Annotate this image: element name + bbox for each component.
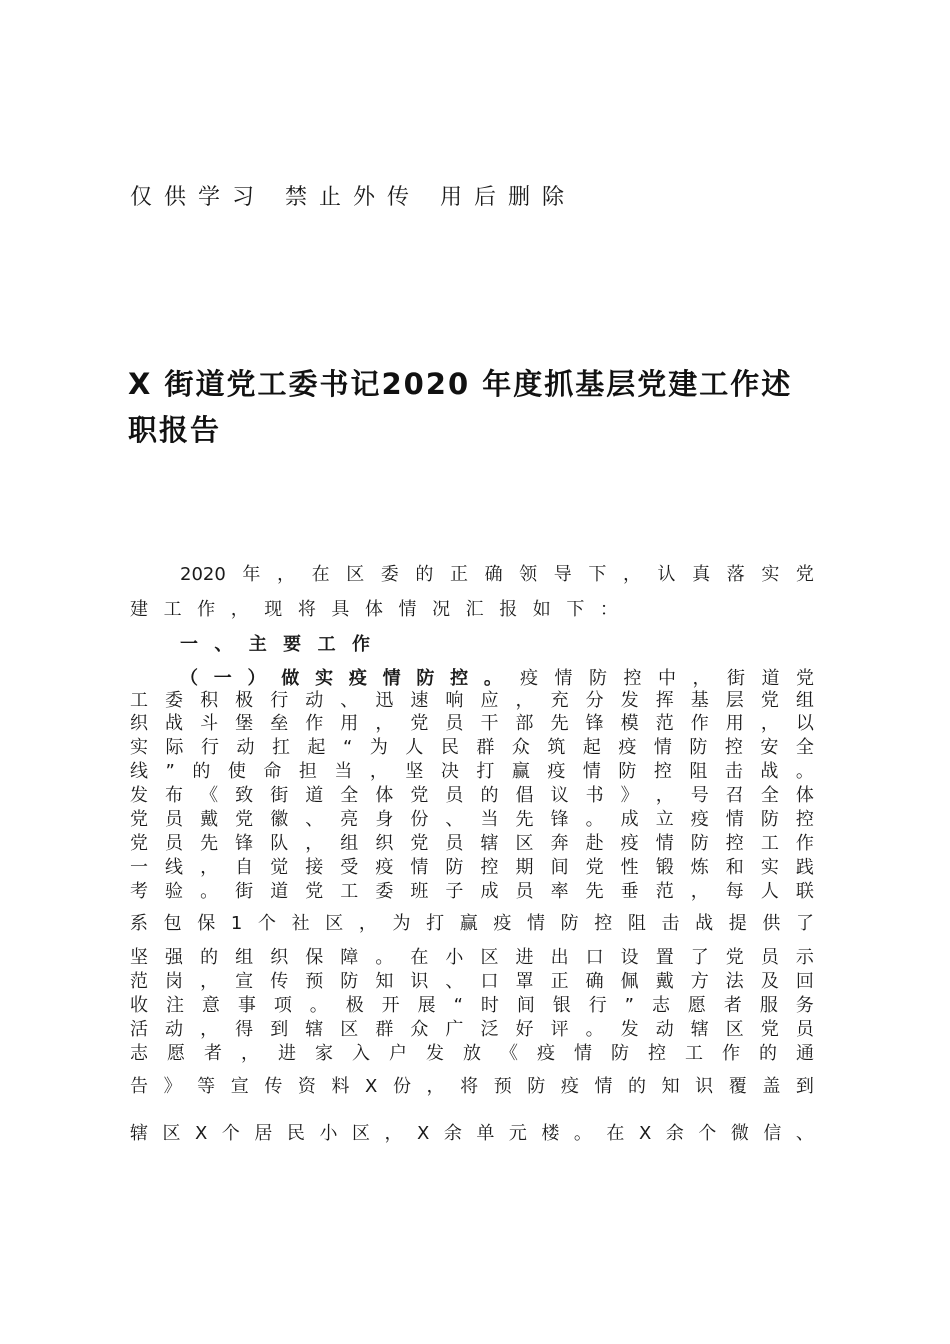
intro-line-2: 建 工 作 ， 现 将 具 体 情 况 汇 报 如 下 ： (130, 599, 618, 620)
document-title-line-2: 职报告 (128, 413, 222, 447)
paragraph-line: 范 岗 ， 宣 传 预 防 知 识 、 口 罩 正 确 佩 戴 方 法 及 回 (130, 971, 814, 992)
paragraph-line: 工 委 积 极 行 动 、 迅 速 响 应 ， 充 分 发 挥 基 层 党 组 (130, 690, 814, 711)
paragraph-line: 发 布 《 致 街 道 全 体 党 员 的 倡 议 书 》 ， 号 召 全 体 (130, 785, 814, 806)
section-heading: 一 、 主 要 工 作 (180, 634, 370, 655)
notice-text: 仅供学习 禁止外传 用后删除 (130, 185, 576, 210)
paragraph-line: 实 际 行 动 扛 起 “ 为 人 民 群 众 筑 起 疫 情 防 控 安 全 (130, 737, 814, 758)
paragraph-first-line: 疫 情 防 控 中 ， 街 道 党 (520, 668, 814, 689)
paragraph-line: 一 线 ， 自 觉 接 受 疫 情 防 控 期 间 党 性 锻 炼 和 实 践 (130, 857, 814, 878)
paragraph-line: 党 员 戴 党 徽 、 亮 身 份 、 当 先 锋 。 成 立 疫 情 防 控 (130, 809, 814, 830)
paragraph-line: 织 战 斗 堡 垒 作 用 ， 党 员 干 部 先 锋 模 范 作 用 ， 以 (130, 713, 814, 734)
paragraph-line: 活 动 ， 得 到 辖 区 群 众 广 泛 好 评 。 发 动 辖 区 党 员 (130, 1019, 814, 1040)
paragraph-line: 告 》 等 宣 传 资 料 X 份 ， 将 预 防 疫 情 的 知 识 覆 盖 到 (130, 1076, 814, 1097)
paragraph-line: 收 注 意 事 项 。 极 开 展 “ 时 间 银 行 ” 志 愿 者 服 务 (130, 995, 814, 1016)
paragraph-line: 坚 强 的 组 织 保 障 。 在 小 区 进 出 口 设 置 了 党 员 示 (130, 947, 814, 968)
paragraph-line: 线 ” 的 使 命 担 当 ， 坚 决 打 赢 疫 情 防 控 阻 击 战 。 (130, 761, 814, 782)
paragraph-line: 系 包 保 1 个 社 区 ， 为 打 赢 疫 情 防 控 阻 击 战 提 供 了 (130, 913, 814, 934)
paragraph-line: 考 验 。 街 道 党 工 委 班 子 成 员 率 先 垂 范 ， 每 人 联 (130, 881, 814, 902)
paragraph-line: 党 员 先 锋 队 ， 组 织 党 员 辖 区 奔 赴 疫 情 防 控 工 作 (130, 833, 814, 854)
paragraph-line: 志 愿 者 ， 进 家 入 户 发 放 《 疫 情 防 控 工 作 的 通 (130, 1043, 814, 1064)
paragraph-line: 辖 区 X 个 居 民 小 区 ， X 余 单 元 楼 。 在 X 余 个 微 信 、 (130, 1123, 814, 1144)
subsection-heading: （ 一 ） 做 实 疫 情 防 控 。 (180, 668, 502, 689)
document-title-line-1: X 街道党工委书记2020 年度抓基层党建工作述 (128, 367, 793, 401)
intro-line-1: 2020 年 ， 在 区 委 的 正 确 领 导 下 ， 认 真 落 实 党 (180, 564, 814, 585)
